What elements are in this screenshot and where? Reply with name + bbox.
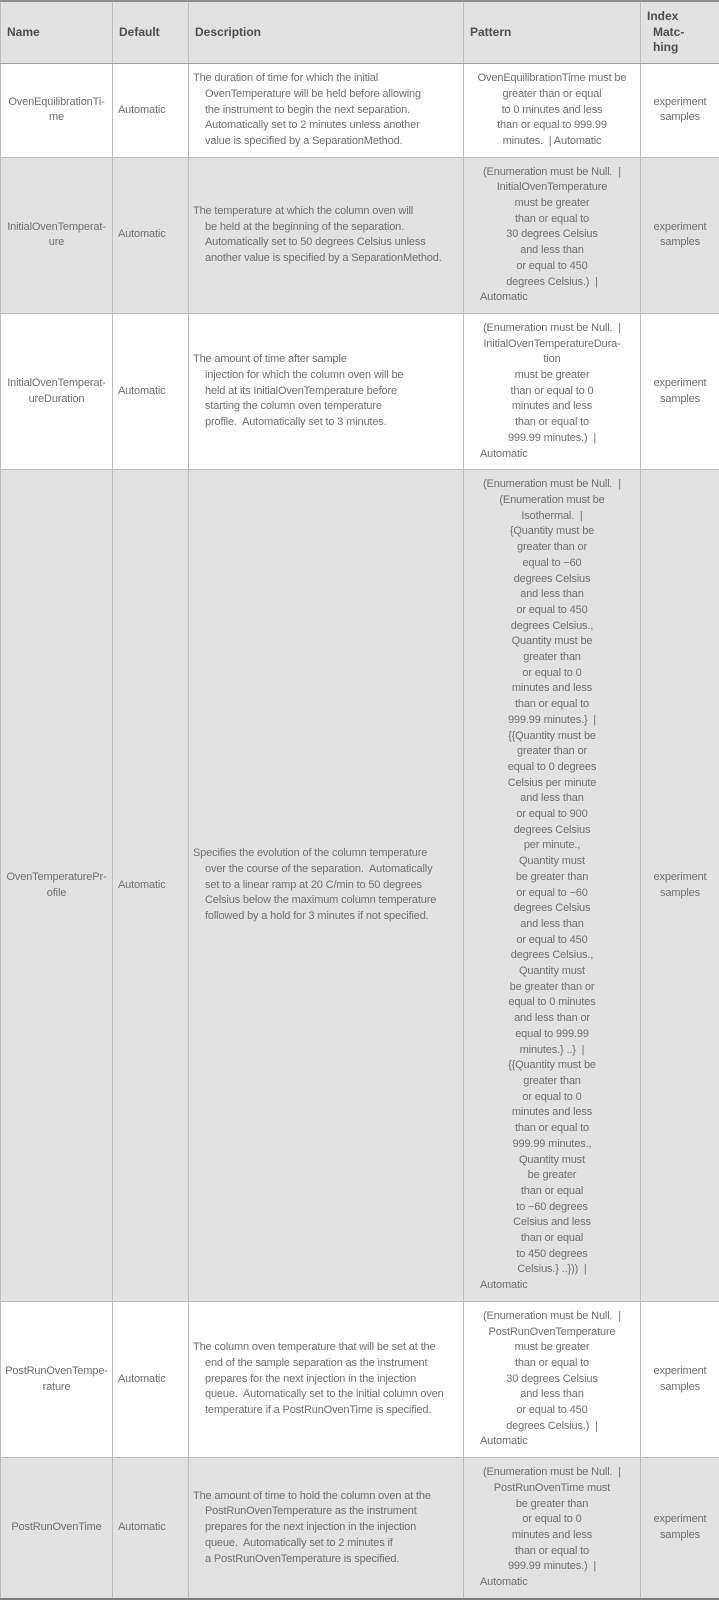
pattern-line: to −60 degrees (516, 1200, 588, 1213)
description-line: Celsius below the maximum column temperature (205, 894, 437, 907)
pattern-line: to 0 minutes and less (501, 103, 603, 116)
pattern-line: tion (543, 353, 561, 366)
name-cell (1, 1301, 113, 1457)
description-line: temperature if a PostRunOvenTime is specified. (205, 1404, 432, 1417)
index-matching-cell (641, 313, 719, 469)
pattern-cell (464, 1458, 641, 1599)
description-cell (189, 157, 464, 313)
pattern-line: and less than (520, 917, 584, 930)
description-line: end of the sample separation as the instrument (205, 1356, 428, 1369)
index-matching-value: samples (660, 392, 700, 405)
pattern-line: be greater than (515, 870, 589, 883)
description-line: The amount of time after sample (193, 353, 347, 366)
description-cell (189, 1458, 464, 1599)
index-matching-value: experiment (653, 1513, 707, 1526)
parameter-name: ureDuration (28, 392, 85, 405)
pattern-line: 30 degrees Celsius (506, 1372, 598, 1385)
pattern-line: or equal to 0 (522, 666, 582, 679)
header-label: hing (653, 40, 679, 55)
description-line: PostRunOvenTemperature as the instrument (205, 1505, 417, 1518)
header-label: Description (195, 24, 262, 39)
pattern-line: 999.99 minutes.) | (507, 431, 597, 444)
name-cell (1, 157, 113, 313)
description-line: The temperature at which the column oven will (193, 204, 414, 217)
pattern-line: (Enumeration must be Null. | (483, 165, 621, 178)
index-matching-cell (641, 470, 719, 1302)
pattern-line: than or equal (520, 1232, 584, 1245)
pattern-line: degrees Celsius (513, 572, 591, 585)
pattern-line: or equal to −60 (516, 886, 588, 899)
default-cell (113, 470, 189, 1302)
pattern-line: (Enumeration must be Null. | (483, 478, 621, 491)
table-row (1, 313, 719, 469)
default-value: Automatic (118, 384, 166, 397)
default-cell (113, 1301, 189, 1457)
description-line: another value is specified by a SeparationMethod. (205, 251, 442, 264)
parameter-name: ure (48, 236, 65, 249)
pattern-line: than or equal to (514, 212, 590, 225)
pattern-line: Celsius.} ..})) | (517, 1263, 587, 1276)
pattern-line: degrees Celsius., (510, 619, 594, 632)
pattern-line: must be greater (514, 197, 590, 210)
pattern-line: than or equal to (514, 1122, 590, 1135)
pattern-line: or equal to 450 (516, 259, 588, 272)
pattern-line: or equal to 450 (516, 933, 588, 946)
description-line: a PostRunOvenTemperature is specified. (205, 1552, 400, 1565)
description-line: prepares for the next injection in the injection (205, 1521, 417, 1534)
table-header (1, 1, 719, 64)
pattern-line: Celsius and less (513, 1216, 591, 1229)
description-line: Specifies the evolution of the column temperature (193, 847, 428, 860)
default-cell (113, 64, 189, 158)
parameter-name: rature (42, 1380, 71, 1393)
index-matching-value: experiment (653, 870, 707, 883)
pattern-line: to 450 degrees (516, 1247, 588, 1260)
pattern-cell (464, 157, 641, 313)
pattern-line: or equal to 0 (522, 1090, 582, 1103)
pattern-line: and less than (520, 1388, 584, 1401)
pattern-line: minutes and less (511, 1528, 593, 1541)
name-cell (1, 313, 113, 469)
parameter-name: OvenTemperaturePr- (6, 870, 107, 883)
description-line: profile. Automatically set to 3 minutes. (205, 416, 387, 429)
pattern-line: 999.99 minutes.) | (507, 1560, 597, 1573)
description-line: starting the column oven temperature (205, 400, 382, 413)
index-matching-value: experiment (653, 95, 707, 108)
description-line: queue. Automatically set to the initial column oven (205, 1388, 444, 1401)
pattern-line: equal to 0 degrees (507, 760, 597, 773)
column-header-index-matching (641, 1, 719, 64)
pattern-cell (464, 313, 641, 469)
description-cell (189, 64, 464, 158)
pattern-line: PostRunOvenTemperature (488, 1325, 616, 1338)
pattern-cell (464, 470, 641, 1302)
header-label: Matc- (653, 24, 685, 39)
description-cell (189, 470, 464, 1302)
pattern-line: Quantity must (519, 1153, 585, 1166)
index-matching-value: samples (660, 236, 700, 249)
description-line: Automatically set to 50 degrees Celsius unless (205, 236, 426, 249)
pattern-line: than or equal to (514, 698, 590, 711)
pattern-line: degrees Celsius., (510, 949, 594, 962)
pattern-cell (464, 1301, 641, 1457)
pattern-footer: Automatic (480, 1279, 528, 1292)
pattern-line: be greater (527, 1169, 577, 1182)
column-header-default (113, 1, 189, 64)
default-value: Automatic (118, 103, 166, 116)
pattern-line: and less than (520, 588, 584, 601)
pattern-line: greater than or (517, 541, 587, 554)
description-line: Automatically set to 2 minutes unless another (205, 119, 420, 132)
pattern-line: (Enumeration must be Null. | (483, 1466, 621, 1479)
pattern-cell (464, 64, 641, 158)
column-header-pattern (464, 1, 641, 64)
parameter-name: InitialOvenTemperat- (7, 220, 106, 233)
index-matching-value: samples (660, 111, 700, 124)
pattern-line: than or equal to (514, 1356, 590, 1369)
default-value: Automatic (118, 1372, 166, 1385)
table-row (1, 470, 719, 1302)
table-row (1, 64, 719, 158)
pattern-line: 999.99 minutes.} | (507, 713, 597, 726)
pattern-line: InitialOvenTemperatureDura- (483, 337, 621, 350)
pattern-line: Quantity must (519, 855, 585, 868)
pattern-line: Quantity must (519, 965, 585, 978)
pattern-line: minutes. | Automatic (502, 134, 602, 147)
description-cell (189, 1301, 464, 1457)
header-label: Index (647, 9, 679, 23)
pattern-line: equal to −60 (522, 556, 582, 569)
pattern-line: greater than or (517, 745, 587, 758)
pattern-line: must be greater (514, 1341, 590, 1354)
pattern-line: be greater than (515, 1497, 589, 1510)
pattern-line: than or equal to 0 (510, 384, 594, 397)
pattern-line: and less than (520, 244, 584, 257)
index-matching-value: experiment (653, 1364, 707, 1377)
description-line: The amount of time to hold the column oven at the (193, 1489, 431, 1502)
pattern-line: or equal to 450 (516, 1404, 588, 1417)
pattern-line: (Enumeration must be (499, 493, 605, 506)
pattern-footer: Automatic (480, 291, 528, 304)
pattern-line: minutes.} ..} | (519, 1043, 585, 1056)
pattern-line: Quantity must be (511, 635, 593, 648)
table-row (1, 157, 719, 313)
column-header-description (189, 1, 464, 64)
default-cell (113, 1458, 189, 1599)
description-line: queue. Automatically set to 2 minutes if (205, 1536, 393, 1549)
pattern-line: greater than (523, 651, 581, 664)
description-line: the instrument to begin the next separation. (205, 103, 410, 116)
pattern-line: degrees Celsius.) | (506, 275, 598, 288)
parameter-name: PostRunOvenTime (11, 1521, 102, 1534)
description-line: value is specified by a SeparationMethod. (205, 134, 403, 147)
index-matching-cell (641, 1301, 719, 1457)
description-line: followed by a hold for 3 minutes if not specified. (205, 910, 429, 923)
pattern-line: Celsius per minute (507, 776, 597, 789)
header-label: Pattern (470, 24, 512, 39)
name-cell (1, 64, 113, 158)
default-value: Automatic (118, 878, 166, 891)
table-body (1, 64, 719, 1599)
description-line: The column oven temperature that will be set at the (193, 1341, 436, 1354)
pattern-line: than or equal to (514, 1544, 590, 1557)
description-line: prepares for the next injection in the injection (205, 1372, 417, 1385)
parameter-name: InitialOvenTemperat- (7, 376, 106, 389)
pattern-line: equal to 999.99 (515, 1027, 589, 1040)
description-line: The duration of time for which the initial (193, 72, 379, 85)
pattern-line: must be greater (514, 369, 590, 382)
pattern-footer: Automatic (480, 447, 528, 460)
name-cell (1, 470, 113, 1302)
default-value: Automatic (118, 1521, 166, 1534)
table-row (1, 1301, 719, 1457)
parameter-name: OvenEquilibrationTi- (8, 95, 105, 108)
pattern-line: and less than (520, 792, 584, 805)
index-matching-value: samples (660, 1528, 700, 1541)
pattern-line: (Enumeration must be Null. | (483, 321, 621, 334)
description-line: OvenTemperature will be held before allowing (205, 87, 421, 100)
header-label: Name (7, 24, 40, 39)
pattern-line: greater than (523, 1075, 581, 1087)
pattern-line: degrees Celsius (513, 902, 591, 915)
pattern-footer: Automatic (480, 1576, 528, 1589)
pattern-line: be greater than or (509, 980, 595, 993)
description-line: over the course of the separation. Automatically (205, 863, 433, 875)
pattern-line: or equal to 900 (516, 808, 588, 821)
description-cell (189, 313, 464, 469)
pattern-line: {{Quantity must be (508, 729, 596, 742)
pattern-line: Isothermal. | (521, 509, 583, 522)
pattern-line: than or equal (520, 1184, 584, 1197)
index-matching-cell (641, 157, 719, 313)
pattern-line: per minute., (523, 839, 581, 852)
parameter-name: ofile (46, 886, 67, 899)
name-cell (1, 1458, 113, 1599)
pattern-line: minutes and less (511, 1106, 593, 1119)
pattern-line: 30 degrees Celsius (506, 228, 598, 241)
pattern-line: than or equal to (514, 416, 590, 429)
index-matching-value: samples (660, 1380, 700, 1393)
pattern-line: and less than or (514, 1012, 590, 1025)
pattern-line: equal to 0 minutes (508, 996, 596, 1009)
parameter-name: me (49, 111, 64, 124)
pattern-line: {Quantity must be (509, 525, 595, 538)
header-row (1, 1, 719, 64)
description-line: set to a linear ramp at 20 C/min to 50 degrees (205, 878, 422, 891)
parameter-name: PostRunOvenTempe- (5, 1364, 108, 1377)
column-header-name (1, 1, 113, 64)
description-line: injection for which the column oven will be (205, 369, 404, 382)
pattern-line: (Enumeration must be Null. | (483, 1309, 621, 1322)
pattern-line: InitialOvenTemperature (496, 181, 608, 194)
description-line: held at its InitialOvenTemperature before (205, 384, 397, 397)
pattern-line: PostRunOvenTime must (493, 1481, 611, 1494)
pattern-line: 999.99 minutes., (512, 1137, 592, 1150)
header-label: Default (119, 24, 160, 39)
pattern-line: minutes and less (511, 682, 593, 695)
default-cell (113, 313, 189, 469)
pattern-line: {{Quantity must be (508, 1059, 596, 1072)
index-matching-value: samples (660, 886, 700, 899)
index-matching-cell (641, 64, 719, 158)
pattern-line: or equal to 0 (522, 1513, 582, 1526)
table-row (1, 1458, 719, 1599)
pattern-line: minutes and less (511, 400, 593, 413)
default-value: Automatic (118, 228, 166, 241)
pattern-line: degrees Celsius (513, 823, 591, 836)
pattern-line: greater than or equal (502, 87, 602, 100)
pattern-line: OvenEquilibrationTime must be (477, 72, 627, 85)
pattern-footer: Automatic (480, 1435, 528, 1448)
index-matching-cell (641, 1458, 719, 1599)
pattern-line: degrees Celsius.) | (506, 1419, 598, 1432)
default-cell (113, 157, 189, 313)
description-line: be held at the beginning of the separation. (205, 220, 405, 233)
index-matching-value: experiment (653, 220, 707, 233)
index-matching-value: experiment (653, 376, 707, 389)
pattern-line: or equal to 450 (516, 603, 588, 616)
pattern-line: than or equal to 999.99 (497, 119, 607, 132)
